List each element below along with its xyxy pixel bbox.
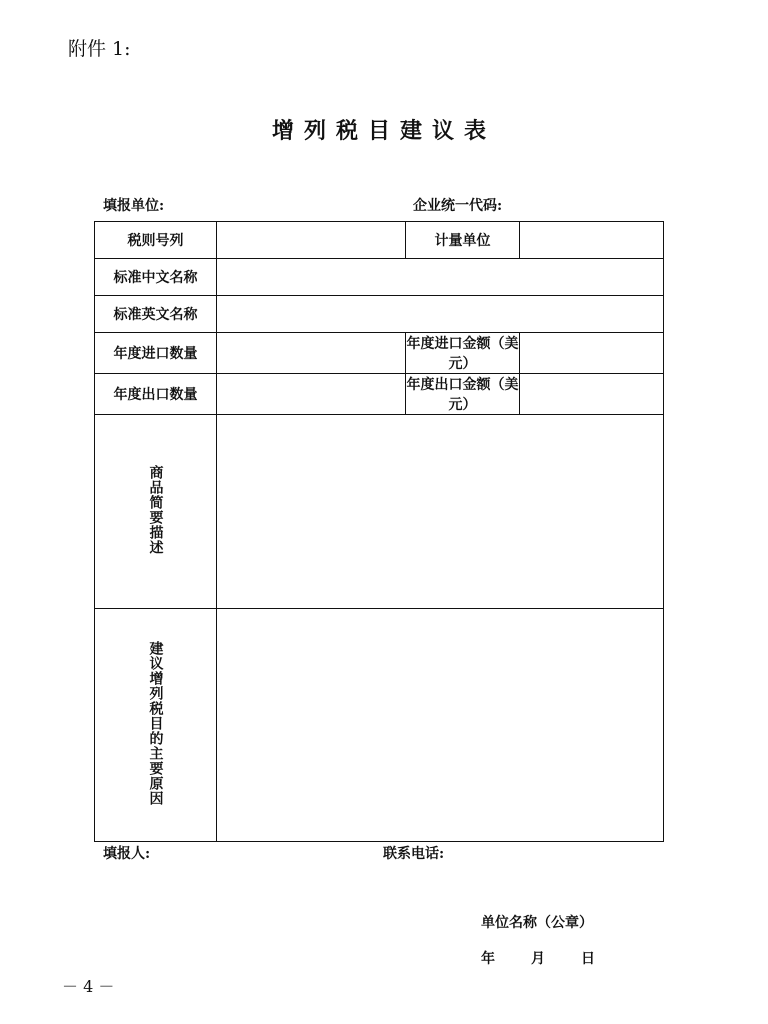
filler-label: 填报人: — [103, 846, 151, 862]
export-amount-label: 年度出口金额（美元） — [406, 374, 520, 415]
unit-name-seal-label: 单位名称（公章） — [481, 915, 593, 931]
unit-label: 计量单位 — [406, 222, 520, 259]
import-qty-label: 年度进口数量 — [95, 333, 217, 374]
tariff-no-label: 税则号列 — [95, 222, 217, 259]
import-amount-field[interactable] — [520, 333, 664, 374]
fill-unit-label: 填报单位: — [103, 198, 165, 214]
table-row — [95, 374, 664, 415]
en-name-field[interactable] — [217, 296, 664, 333]
reason-label: 建议增列税目的主要原因 — [147, 640, 164, 806]
form-title: 增列税目建议表 — [271, 119, 496, 144]
phone-label: 联系电话: — [383, 846, 445, 862]
cn-name-field[interactable] — [217, 259, 664, 296]
date-line — [481, 948, 595, 968]
table-row — [95, 296, 664, 333]
import-amount-label: 年度进口金额（美元） — [406, 333, 520, 374]
attachment-label: 附件 1: — [68, 38, 131, 60]
reason-label-cell — [95, 609, 217, 842]
export-qty-label: 年度出口数量 — [95, 374, 217, 415]
table-row — [95, 415, 664, 609]
month-label: 月 — [531, 951, 545, 967]
import-qty-field[interactable] — [217, 333, 406, 374]
year-label: 年 — [481, 951, 495, 967]
proposal-table — [94, 221, 664, 842]
tariff-no-field[interactable] — [217, 222, 406, 259]
page-number: － 4 － — [62, 977, 115, 996]
day-label: 日 — [581, 951, 595, 967]
export-qty-field[interactable] — [217, 374, 406, 415]
description-label: 商品简要描述 — [147, 464, 164, 555]
table-row — [95, 609, 664, 842]
table-row — [95, 222, 664, 259]
description-field[interactable] — [217, 415, 664, 609]
table-row — [95, 259, 664, 296]
reason-field[interactable] — [217, 609, 664, 842]
export-amount-field[interactable] — [520, 374, 664, 415]
en-name-label: 标准英文名称 — [95, 296, 217, 333]
unit-field[interactable] — [520, 222, 664, 259]
credit-code-label: 企业统一代码: — [413, 198, 503, 214]
description-label-cell — [95, 415, 217, 609]
table-row — [95, 333, 664, 374]
cn-name-label: 标准中文名称 — [95, 259, 217, 296]
